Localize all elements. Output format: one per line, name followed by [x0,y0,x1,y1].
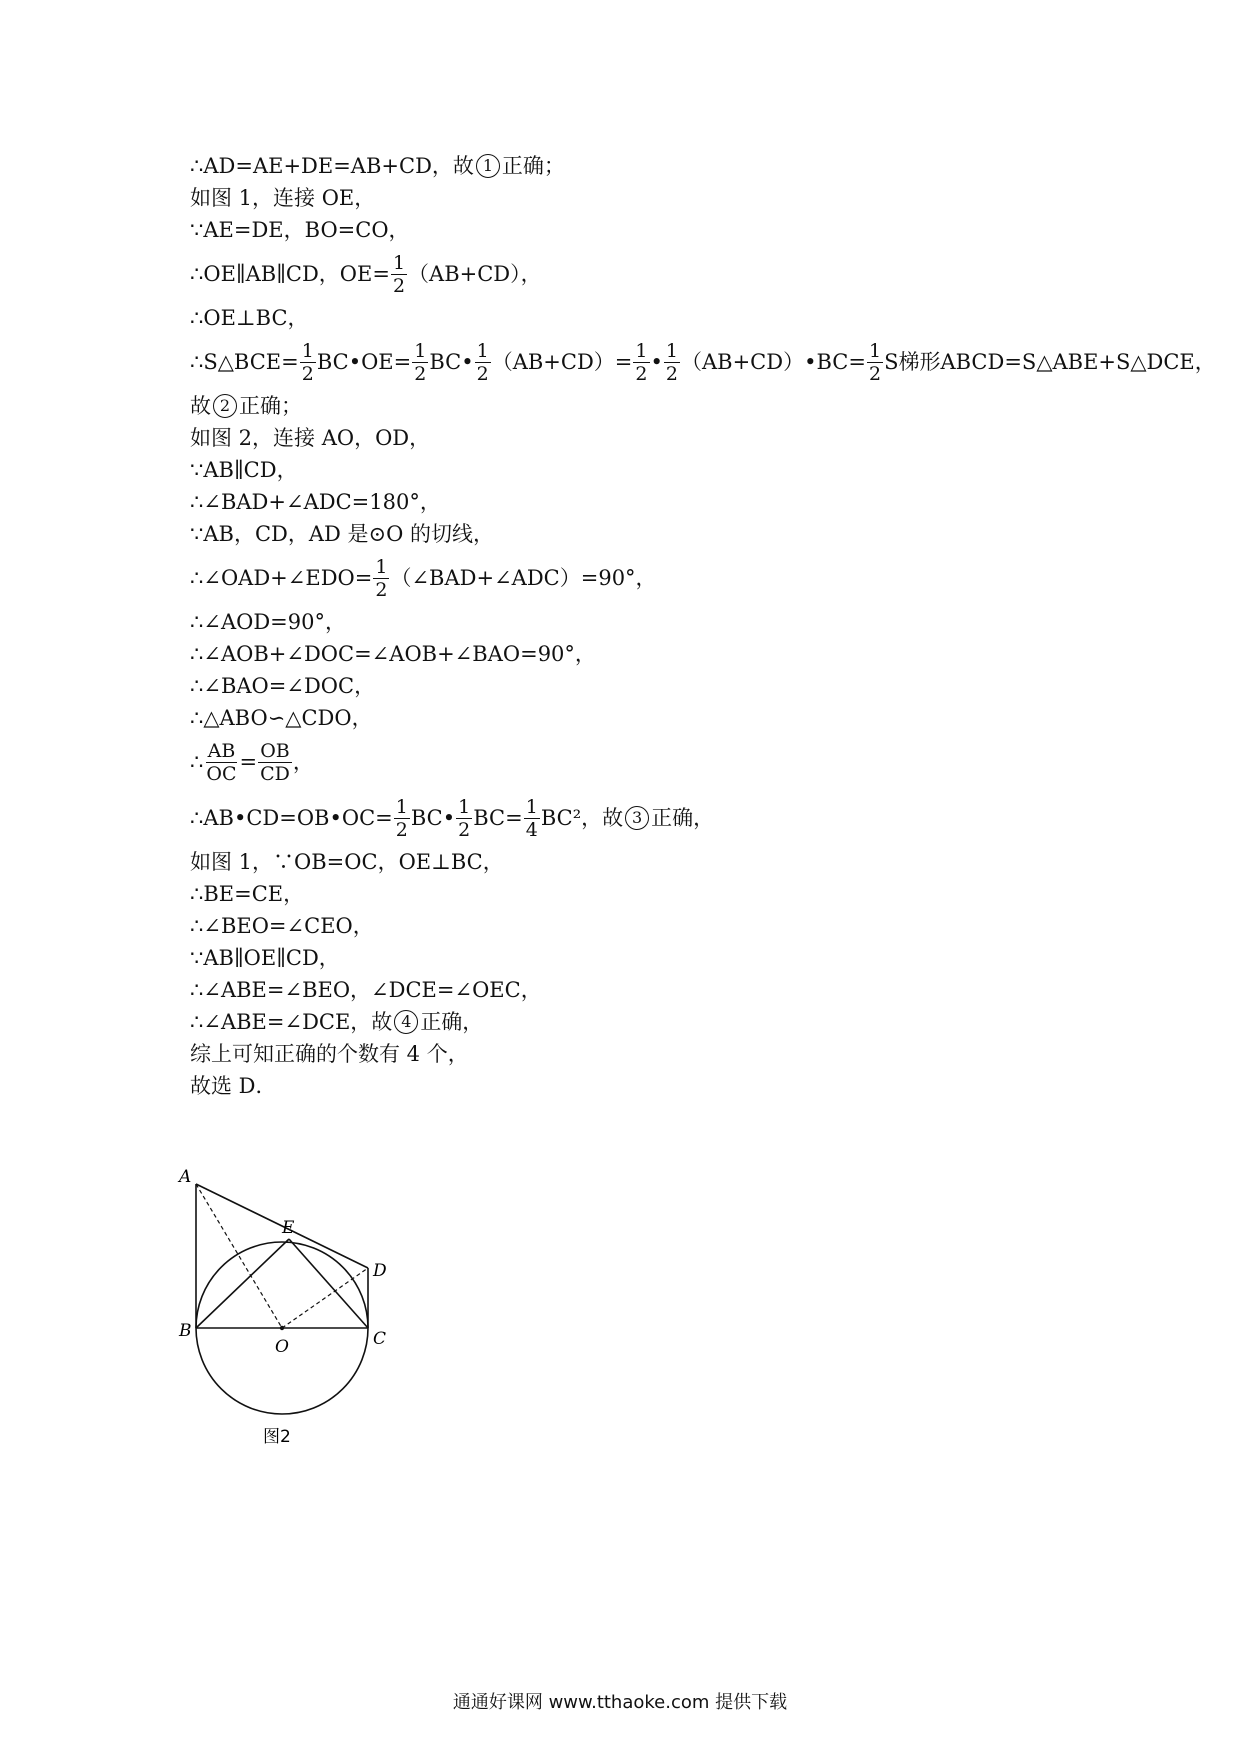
solution-line [190,942,1090,974]
text-segment: ∴AB•CD=OB•OC= [190,806,393,830]
fraction [412,340,428,385]
fraction-denominator: 2 [375,578,388,601]
text-segment: 正确； [239,394,302,418]
fraction-numerator: 1 [868,339,882,362]
text-segment: ∴∠OAD+∠EDO= [190,566,373,590]
fraction [456,796,472,841]
text-segment: ∴∠AOB+∠DOC=∠AOB+∠BAO=90°， [190,642,596,666]
solution-line [190,1038,1090,1070]
fraction-numerator: 1 [375,555,388,578]
solution-line [190,974,1090,1006]
label-a: A [179,1167,192,1187]
text-segment: ∴∠ABE=∠DCE，故 [190,1010,393,1034]
circled-number: 1 [476,154,500,178]
fraction-numerator: OB [260,739,290,762]
point-o [280,1326,284,1330]
text-segment: S梯形ABCD=S△ABE+S△DCE， [884,350,1216,374]
solution-line [190,150,1090,182]
text-segment: ∴△ABO∽△CDO， [190,706,373,730]
label-b: B [179,1321,192,1341]
fraction [204,740,238,785]
text-segment: 如图 1，连接 OE， [190,186,376,210]
text-segment: ∴∠ABE=∠BEO，∠DCE=∠OEC， [190,978,542,1002]
fraction-denominator: 2 [301,362,314,385]
text-segment: 综上可知正确的个数有 4 个， [190,1042,469,1066]
solution-text [190,150,1216,1102]
text-segment: ∵AE=DE，BO=CO， [190,218,410,242]
fraction-numerator: 1 [458,795,471,818]
text-segment: ∴ [190,750,204,774]
text-segment: 故 [190,394,211,418]
fraction-denominator: 4 [525,818,538,841]
solution-line [190,1006,1090,1038]
solution-line [190,638,1090,670]
text-segment: 正确， [420,1010,484,1034]
fraction-denominator: 2 [395,818,408,841]
fraction [867,340,883,385]
text-segment: 正确， [651,806,715,830]
text-segment: （AB+CD）•BC= [680,350,866,374]
solution-line [190,606,1090,638]
figure-caption: 图2 [263,1427,291,1447]
fraction-denominator: OC [206,762,237,785]
solution-line [190,246,1090,302]
fraction [475,340,491,385]
text-segment: ∴OE∥AB∥CD，OE= [190,262,390,286]
label-e: E [282,1218,295,1238]
circled-number: 3 [625,806,649,830]
solution-line [190,846,1090,878]
text-segment: ∴BE=CE， [190,882,305,906]
fraction [664,340,680,385]
solution-line [190,702,1090,734]
fraction-numerator: 1 [301,339,314,362]
label-o: O [275,1337,289,1357]
text-segment: ， [292,750,314,774]
text-segment: ∵AB∥CD， [190,458,298,482]
text-segment: BC• [429,350,474,374]
solution-line [190,734,1090,790]
fraction-denominator: CD [260,762,290,785]
text-segment: （AB+CD）= [491,350,633,374]
fraction-denominator: 2 [392,274,406,297]
text-segment: ∵AB∥OE∥CD， [190,946,340,970]
solution-line [190,422,1090,454]
text-segment: ∴S△BCE= [190,350,299,374]
fraction-numerator: 1 [635,339,648,362]
text-segment: BC= [473,806,523,830]
solution-line [190,790,1090,846]
solution-line [190,390,1090,422]
text-segment: 如图 2，连接 AO，OD， [190,426,431,450]
text-segment: BC• [410,806,456,830]
fraction-numerator: 1 [476,339,489,362]
solution-line [190,214,1090,246]
solution-line [190,670,1090,702]
circled-number: 2 [213,394,237,418]
text-segment: 如图 1，∵OB=OC，OE⊥BC， [190,850,504,874]
fraction-denominator: 2 [635,362,648,385]
fraction-numerator: 1 [665,339,678,362]
segment-od-dashed [282,1268,368,1328]
solution-line [190,1070,1090,1102]
fraction-denominator: 2 [665,362,678,385]
text-segment: BC•OE= [316,350,412,374]
solution-line [190,334,1216,390]
text-segment: ∴∠AOD=90°， [190,610,346,634]
footer: 通通好课网 www.tthaoke.com 提供下载 [452,1692,788,1713]
solution-line [190,910,1090,942]
text-segment: ∴∠BAO=∠DOC， [190,674,376,698]
fraction-denominator: 2 [868,362,882,385]
fraction-numerator: AB [207,739,236,762]
fraction [373,556,389,601]
solution-line [190,302,1090,334]
fraction [300,340,316,385]
fraction-denominator: 2 [476,362,489,385]
fraction [258,740,292,785]
text-segment: 正确； [501,154,565,178]
geometry-figure [179,1160,445,1460]
fraction-numerator: 1 [414,339,427,362]
fraction [524,796,540,841]
text-segment: = [239,750,258,774]
fraction-denominator: 2 [414,362,427,385]
solution-line [190,518,1090,550]
fraction-denominator: 2 [458,818,471,841]
text-segment: （AB+CD）， [408,262,542,286]
fraction-numerator: 1 [395,795,408,818]
circled-number: 4 [394,1010,418,1034]
fraction-numerator: 1 [392,251,406,274]
text-segment: ∴AD=AE+DE=AB+CD，故 [190,154,474,178]
label-d: D [373,1261,387,1281]
solution-line [190,454,1090,486]
fraction [394,796,410,841]
solution-line [190,486,1090,518]
fraction [391,252,407,297]
text-segment: ∴∠BAD+∠ADC=180°， [190,490,441,514]
label-c: C [373,1329,387,1349]
text-segment: BC²，故 [540,806,624,830]
text-segment: ∴OE⊥BC， [190,306,309,330]
text-segment: • [650,350,663,374]
text-segment: （∠BAD+∠ADC）=90°， [390,566,657,590]
solution-line [190,550,1090,606]
solution-line [190,182,1090,214]
fraction [633,340,649,385]
text-segment: 故选 D． [190,1074,277,1098]
fraction-numerator: 1 [525,795,538,818]
text-segment: ∵AB，CD，AD 是⊙O 的切线， [190,522,495,546]
text-segment: ∴∠BEO=∠CEO， [190,914,374,938]
solution-line [190,878,1090,910]
